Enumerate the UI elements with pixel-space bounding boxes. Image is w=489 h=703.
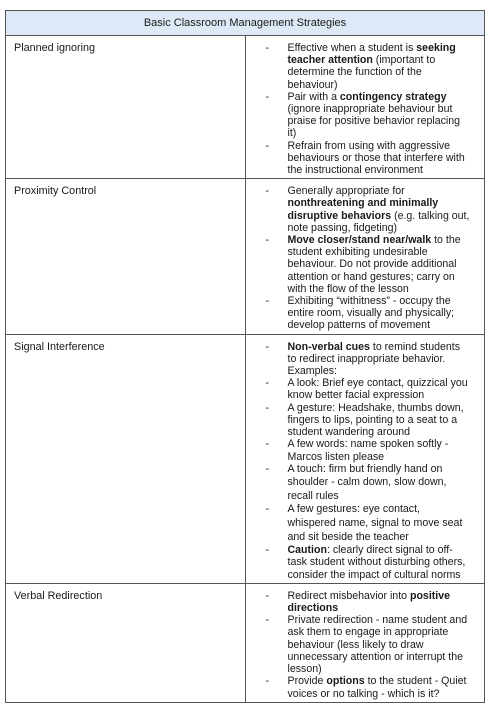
table-header-row (6, 11, 485, 36)
bullet-item (266, 675, 471, 699)
bullet-item (266, 503, 471, 544)
text: to the student exhibiting undesirable behaviour. Do not provide additional attention or hand gestures; carry on with the flow of the lesson (287, 234, 461, 295)
text: Effective when a student is (287, 42, 417, 54)
table-title: Basic Classroom Management Strategies (6, 11, 485, 36)
text: (ignore inappropriate behaviour but praise for positive behavior replacing it) (287, 103, 461, 140)
bullet-item (266, 614, 471, 675)
strategy-details (245, 583, 485, 702)
text: A few gestures: eye contact, whispered name, signal to move seat and sit beside the teacher (287, 503, 463, 543)
bold-text: positive directions (287, 589, 451, 615)
bullet-list (266, 185, 471, 331)
text: Private redirection - name student and ask them to engage in appropriate behaviour (less likely to draw unnecessary attention or interrupt the lesson) (287, 614, 468, 676)
strategy-details (245, 36, 485, 179)
text: to the student - Quiet voices or no talking - which is it? (287, 675, 467, 700)
strategy-name: Signal Interference (6, 334, 246, 583)
bullet-item (266, 590, 471, 614)
text: Generally appropriate for (287, 185, 405, 198)
bold-text: nonthreatening and minimally disruptive behaviors (287, 197, 439, 222)
bullet-item (266, 140, 471, 177)
text: A look: Brief eye contact, quizzical you know better facial expression (287, 377, 468, 402)
text: Refrain from using with aggressive behaviours or those that interfere with the instructional environment (287, 139, 465, 177)
strategy-details (245, 334, 485, 583)
strategy-details (245, 179, 485, 334)
bullet-list (266, 590, 471, 700)
bullet-list (266, 341, 471, 581)
table-row (6, 334, 485, 583)
bullet-item (266, 341, 471, 378)
text: (e.g. talking out, note passing, fidgeting) (287, 209, 470, 234)
text: A touch: firm but friendly hand on shoulder - calm down, slow down, recall rules (287, 462, 447, 502)
text: Redirect misbehavior into (287, 589, 410, 602)
bullet-item (266, 377, 471, 401)
bullet-item (266, 544, 471, 581)
text: (important to determine the function of the behaviour) (287, 54, 436, 91)
strategy-name: Planned ignoring (6, 36, 246, 179)
text: Exhibiting “withitness” - occupy the entire room, visually and physically; develop patterns of movement (287, 295, 455, 332)
strategy-name: Verbal Redirection (6, 583, 246, 702)
bold-text: contingency strategy (339, 90, 447, 103)
strategy-name: Proximity Control (6, 179, 246, 334)
bold-text: Non-verbal cues (287, 340, 370, 353)
text: A few words: name spoken softly - Marcos listen please (287, 438, 449, 463)
bullet-item (266, 438, 471, 462)
bullet-item (266, 402, 471, 439)
bold-text: seeking teacher attention (287, 42, 456, 67)
bullet-item (266, 463, 471, 504)
bold-text: Caution (287, 544, 327, 557)
table-row (6, 179, 485, 334)
text: to remind students to redirect inappropriate behavior. Examples: (287, 340, 461, 378)
text: Provide (287, 675, 327, 688)
bullet-item (266, 295, 471, 332)
bullet-item (266, 42, 471, 91)
bullet-item (266, 185, 471, 234)
table-row (6, 583, 485, 702)
bullet-list (266, 42, 471, 176)
bullet-item (266, 91, 471, 140)
strategies-table (5, 10, 485, 703)
text: : clearly direct signal to off-task student without disturbing others, consider the impact of cultural norms (287, 544, 466, 581)
table-row (6, 36, 485, 179)
bold-text: options (326, 675, 365, 688)
bold-text: Move closer/stand near/walk (287, 234, 432, 247)
text: A gesture: Headshake, thumbs down, fingers to lips, pointing to a seat to a student wandering around (287, 401, 464, 439)
bullet-item (266, 234, 471, 295)
text: Pair with a (287, 90, 340, 103)
